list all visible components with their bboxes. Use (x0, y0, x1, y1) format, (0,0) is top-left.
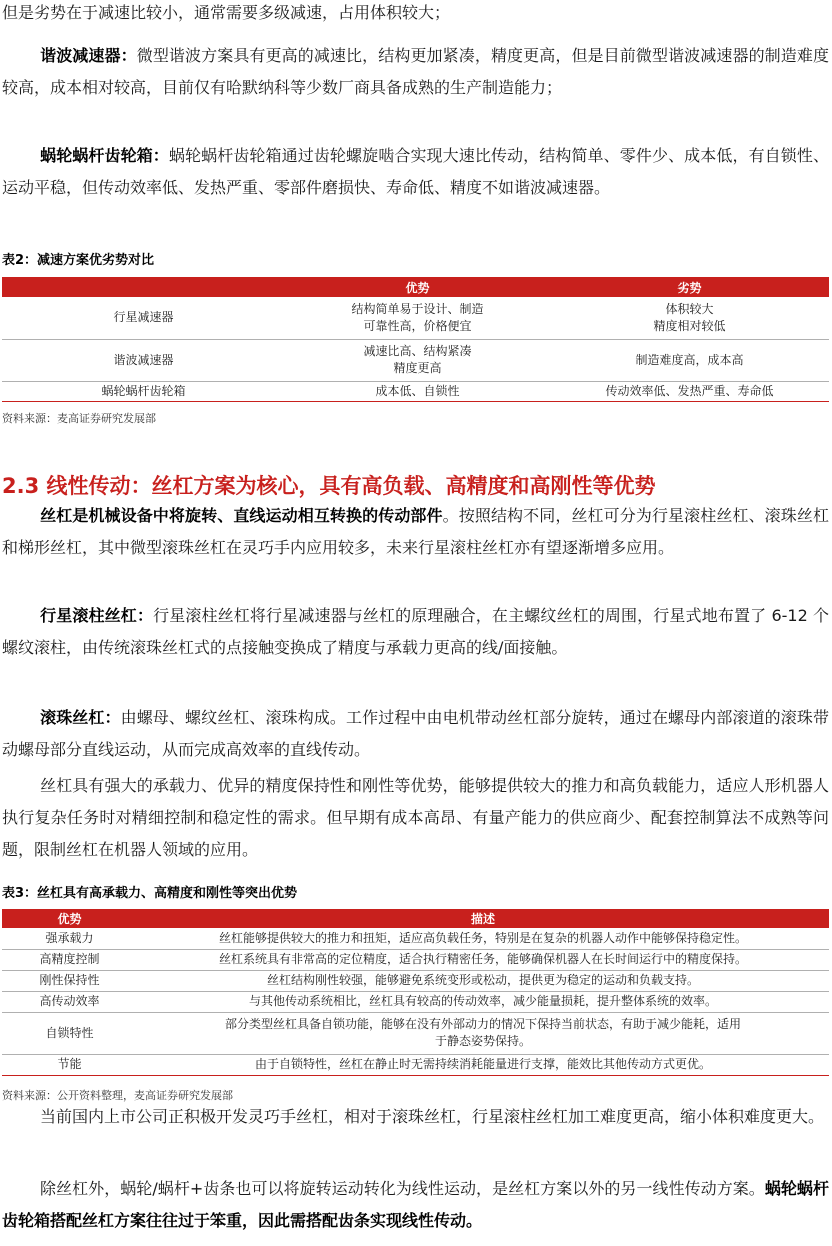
table2-source: 资料来源：麦高证券研究发展部 (2, 412, 156, 425)
table-row (2, 381, 829, 401)
table-cell: 高精度控制 (2, 949, 137, 970)
paragraph-heading: 行星滚柱丝杠： (40, 606, 154, 625)
table3-title: 表3：丝杠具有高承载力、高精度和刚性等突出优势 (2, 886, 298, 901)
table-cell: 成本低、自锁性 (285, 381, 550, 401)
screw-advantages-table (2, 909, 829, 1076)
table-cell: 刚性保持性 (2, 970, 137, 991)
table-cell: 节能 (2, 1054, 137, 1075)
table-cell: 丝杠结构刚性较强，能够避免系统变形或松动，提供更为稳定的运动和负载支持。 (137, 970, 829, 991)
table-cell: 传动效率低、发热严重、寿命低 (550, 381, 829, 401)
section-heading: 2.3 线性传动：丝杠方案为核心，具有高负载、高精度和高刚性等优势 (2, 474, 656, 498)
table-cell: 丝杠能够提供较大的推力和扭矩，适应高负载任务，特别是在复杂的机器人动作中能够保持稳定性。 (137, 928, 829, 949)
table-header-row (2, 278, 829, 298)
paragraph-worm-gear: 蜗轮蜗杆齿轮箱：蜗轮蜗杆齿轮箱通过齿轮螺旋啮合实现大速比传动，结构简单、零件少、成本低，有自锁性、运动平稳，但传动效率低、发热严重、零部件磨损快、寿命低、精度不如谐波减速器。 (2, 146, 829, 197)
table-cell: 行星减速器 (2, 297, 285, 339)
table-header-cell: 优势 (285, 278, 550, 298)
paragraph-rack-solution: 除丝杠外，蜗轮/蜗杆+齿条也可以将旋转运动转化为线性运动，是丝杠方案以外的另一线性传动方案。蜗轮蜗杆齿轮箱搭配丝杠方案往往过于笨重，因此需搭配齿条实现线性传动。 (2, 1179, 829, 1230)
table-row (2, 949, 829, 970)
table-cell: 蜗轮蜗杆齿轮箱 (2, 381, 285, 401)
table-row (2, 1012, 829, 1054)
paragraph-heading: 蜗轮蜗杆齿轮箱： (40, 146, 169, 165)
paragraph-planetary-roller-screw: 行星滚柱丝杠：行星滚柱丝杠将行星减速器与丝杠的原理融合，在主螺纹丝杠的周围，行星式地布置了 6-12 个螺纹滚柱，由传统滚珠丝杠式的点接触变换成了精度与承载力更高的线/面接触。 (2, 606, 829, 657)
table-header-cell: 劣势 (550, 278, 829, 298)
table3-source: 资料来源：公开资料整理，麦高证券研究发展部 (2, 1089, 233, 1102)
paragraph-emphasis: 蜗轮蜗杆齿轮箱搭配丝杠方案往往过于笨重，因此需搭配齿条实现线性传动。 (2, 1179, 829, 1230)
paragraph-harmonic: 谐波减速器：微型谐波方案具有更高的减速比，结构更加紧凑，精度更高，但是目前微型谐波减速器的制造难度较高，成本相对较高，目前仅有哈默纳科等少数厂商具备成熟的生产制造能力； (2, 46, 829, 97)
table-cell: 体积较大 精度相对较低 (550, 297, 829, 339)
paragraph-screw-advantages: 丝杠具有强大的承载力、优异的精度保持性和刚性等优势，能够提供较大的推力和高负载能力，适应人形机器人执行复杂任务时对精细控制和稳定性的需求。但早期有成本高昂、有量产能力的供应商少、配套控制算法不成熟等问题，限制丝杠在机器人领域的应用。 (2, 776, 829, 859)
table-cell: 丝杠系统具有非常高的定位精度，适合执行精密任务，能够确保机器人在长时间运行中的精度保持。 (137, 949, 829, 970)
table-cell: 谐波减速器 (2, 339, 285, 381)
table-row (2, 339, 829, 381)
paragraph-domestic-progress: 当前国内上市公司正积极开发灵巧手丝杠，相对于滚珠丝杠，行星滚柱丝杠加工难度更高，缩小体积难度更大。 (40, 1107, 825, 1126)
table-header-cell (2, 278, 285, 298)
table-row (2, 1054, 829, 1075)
table-header-row (2, 909, 829, 928)
table-cell: 强承载力 (2, 928, 137, 949)
table-cell: 部分类型丝杠具备自锁功能，能够在没有外部动力的情况下保持当前状态，有助于减少能耗，适用 于静态姿势保持。 (137, 1012, 829, 1054)
paragraph-planetary-disadvantage: 但是劣势在于减速比较小，通常需要多级减速，占用体积较大； (2, 3, 451, 22)
table-row (2, 970, 829, 991)
table-cell: 减速比高、结构紧凑 精度更高 (285, 339, 550, 381)
table-cell: 自锁特性 (2, 1012, 137, 1054)
table-header-cell: 描述 (137, 909, 829, 928)
paragraph-ball-screw: 滚珠丝杠：由螺母、螺纹丝杠、滚珠构成。工作过程中由电机带动丝杠部分旋转，通过在螺母内部滚道的滚珠带动螺母部分直线运动，从而完成高效率的直线传动。 (2, 708, 829, 759)
paragraph-heading: 谐波减速器： (40, 46, 137, 65)
table-cell: 由于自锁特性，丝杠在静止时无需持续消耗能量进行支撑，能效比其他传动方式更优。 (137, 1054, 829, 1075)
table2-title: 表2：减速方案优劣势对比 (2, 253, 155, 268)
table-cell: 结构简单易于设计、制造 可靠性高，价格便宜 (285, 297, 550, 339)
table-cell: 制造难度高，成本高 (550, 339, 829, 381)
paragraph-heading: 滚珠丝杠： (40, 708, 121, 727)
table-header-cell: 优势 (2, 909, 137, 928)
paragraph-lead-screw-intro: 丝杠是机械设备中将旋转、直线运动相互转换的传动部件。按照结构不同，丝杠可分为行星滚柱丝杠、滚珠丝杠和梯形丝杠，其中微型滚珠丝杠在灵巧手内应用较多，未来行星滚柱丝杠亦有望逐渐增多应用。 (2, 506, 829, 557)
table-cell: 高传动效率 (2, 991, 137, 1012)
table-cell: 与其他传动系统相比，丝杠具有较高的传动效率，减少能量损耗，提升整体系统的效率。 (137, 991, 829, 1012)
table-row (2, 928, 829, 949)
table-row (2, 297, 829, 339)
paragraph-heading: 丝杠是机械设备中将旋转、直线运动相互转换的传动部件 (40, 506, 443, 525)
table-row (2, 991, 829, 1012)
reducer-comparison-table (2, 277, 829, 402)
